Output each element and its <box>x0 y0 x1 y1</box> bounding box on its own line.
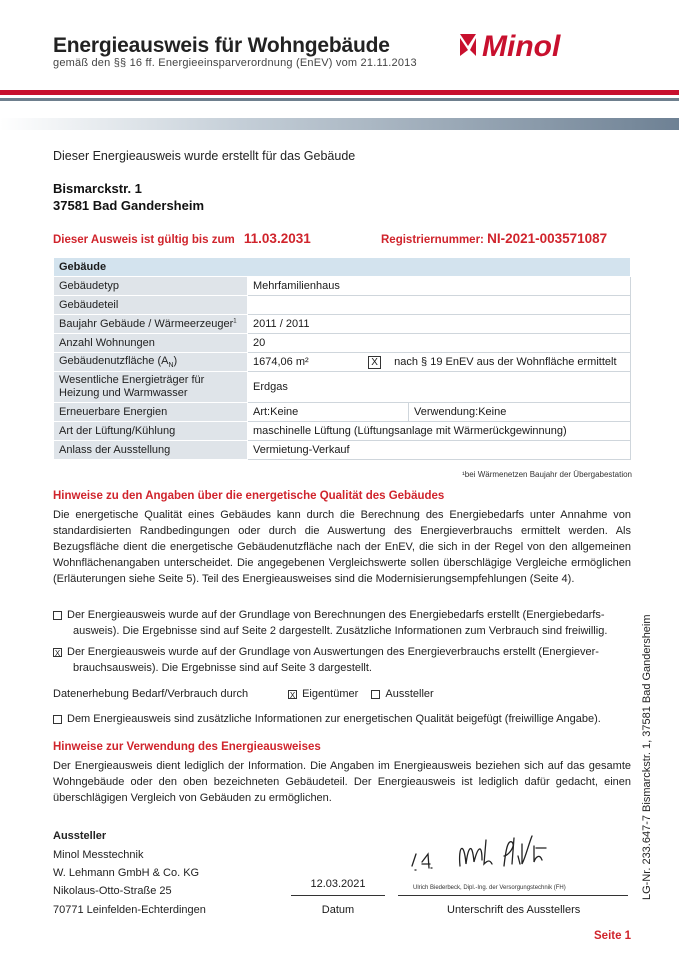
option-consumption <box>53 644 631 676</box>
owner-checkbox[interactable]: X <box>289 690 296 700</box>
area-note: nach § 19 EnEV aus der Wohnfläche ermittelt <box>394 355 617 368</box>
table-row-ventilation <box>54 422 631 441</box>
building-table <box>53 257 631 460</box>
additional-info-checkbox[interactable] <box>53 715 62 724</box>
registration-label: Registriernummer: <box>381 234 484 246</box>
row-value: 20 <box>248 334 631 353</box>
footnote-mark: 1 <box>233 318 237 325</box>
renewable-art-value: Keine <box>270 406 299 418</box>
renewable-use-value: Keine <box>478 406 507 418</box>
issuer-checkbox[interactable] <box>371 690 380 699</box>
table-header-row <box>54 258 631 277</box>
address-city: 37581 Bad Gandersheim <box>53 198 205 213</box>
issuer-line: W. Lehmann GmbH & Co. KG <box>53 867 200 879</box>
occasion-label: Anlass der Ausstellung <box>54 441 248 460</box>
issuer-line: Minol Messtechnik <box>53 849 144 861</box>
renewable-use-cell <box>409 403 631 422</box>
additional-info-line <box>53 711 631 727</box>
option-demand-checkbox[interactable] <box>53 611 62 620</box>
table-row <box>54 334 631 353</box>
energy-carrier-label-1: Wesentliche Energieträger für <box>59 374 205 386</box>
side-reference-text: LG-Nr. 233.647-7 Bismarckstr. 1, 37581 Bad Gandersheim <box>641 614 653 900</box>
section1-text: Die energetische Qualität eines Gebäudes kann durch die Berechnung des Energiebedarfs unter Annahme von standardisierten Randbedingungen oder durch die Auswertung des Energieverbrauchs ermittelt werden. Als Bezugsfläche dient die energetische Gebäudenutzfläche nach der EnEV, die sich in der Regel von den allgemeinen Wohnflächenangaben unterscheidet. Die angegebenen Vergleichswerte sollen überschlägige Vergleiche ermöglichen (Erläuterungen siehe Seite 5). Teil des Energieausweises sind die Modernisierungsempfehlungen (Seite 4). <box>53 509 631 585</box>
row-label <box>54 315 248 334</box>
area-label-end: ) <box>173 354 178 367</box>
ventilation-value: maschinelle Lüftung (Lüftungsanlage mit Wärmerückgewinnung) <box>248 422 631 441</box>
validity-date: 11.03.2031 <box>243 231 311 246</box>
renewable-art-label: Art: <box>253 406 271 418</box>
document-title: Energieausweis für Wohngebäude <box>53 34 390 57</box>
row-value: 2011 / 2011 <box>248 315 631 334</box>
row-label: Gebäudetyp <box>54 277 248 296</box>
header-bar-red <box>0 90 679 95</box>
issuer-line: 70771 Leinfelden-Echterdingen <box>53 904 206 916</box>
area-sub: N <box>168 362 174 370</box>
date-line <box>291 895 385 896</box>
option-demand-text-b: ausweis). Die Ergebnisse sind auf Seite 2 dargestellt. Zusätzliche Informationen zum Verbrauch sind freiwillig. <box>73 625 608 637</box>
area-checkbox: X <box>368 356 381 369</box>
registration-line <box>381 231 607 246</box>
row-value <box>248 296 631 315</box>
option-demand-text-a: Der Energieausweis wurde auf der Grundlage von Berechnungen des Energiebedarfs erstellt (Energiebedarfs- <box>67 609 605 621</box>
data-collection-label: Datenerhebung Bedarf/Verbrauch durch <box>53 688 249 700</box>
validity-label: Dieser Ausweis ist gültig bis zum <box>53 234 235 246</box>
area-value-cell <box>248 353 631 372</box>
data-collection-line <box>53 686 631 702</box>
header-gradient-bar <box>0 118 679 130</box>
option-demand <box>53 607 631 639</box>
area-label-text: Gebäudenutzfläche (A <box>59 354 169 367</box>
date-label: Datum <box>321 904 355 916</box>
area-label <box>54 353 248 372</box>
row-label: Anzahl Wohnungen <box>54 334 248 353</box>
table-row-occasion <box>54 441 631 460</box>
issuer-line: Nikolaus-Otto-Straße 25 <box>53 885 172 897</box>
signature-label: Unterschrift des Ausstellers <box>447 904 581 916</box>
option-consumption-text-b: brauchsausweis). Die Ergebnisse sind auf Seite 3 dargestellt. <box>73 662 372 674</box>
additional-info-text: Dem Energieausweis sind zusätzliche Informationen zur energetischen Qualität beigefügt (freiwillige Angabe). <box>67 713 601 725</box>
table-footnote: ¹bei Wärmenetzen Baujahr der Übergabestation <box>462 470 632 479</box>
energy-carrier-label <box>54 372 248 403</box>
table-row-renewable <box>54 403 631 422</box>
row-label: Gebäudeteil <box>54 296 248 315</box>
registration-number: NI-2021-003571087 <box>487 231 608 246</box>
table-row <box>54 315 631 334</box>
page-number: Seite 1 <box>594 930 632 942</box>
logo-text: Minol <box>482 30 561 60</box>
option-consumption-checkbox[interactable]: X <box>54 648 61 658</box>
owner-label: Eigentümer <box>302 688 359 700</box>
header-bar-grey <box>0 98 679 101</box>
renewable-label: Erneuerbare Energien <box>54 403 248 422</box>
signer-name: Ulrich Biederbeck, Dipl.-Ing. der Versorgungstechnik (FH) <box>413 885 566 891</box>
document-subtitle: gemäß den §§ 16 ff. Energieeinsparverordnung (EnEV) vom 21.11.2013 <box>53 57 417 69</box>
energy-carrier-value: Erdgas <box>248 372 631 403</box>
row-value: Mehrfamilienhaus <box>248 277 631 296</box>
issuer-label: Aussteller <box>385 688 434 700</box>
row-label-text: Baujahr Gebäude / Wärmeerzeuger <box>59 318 234 330</box>
table-row-area <box>54 353 631 372</box>
energy-carrier-label-2: Heizung und Warmwasser <box>59 387 188 399</box>
intro-text: Dieser Energieausweis wurde erstellt für das Gebäude <box>53 149 356 163</box>
signature-line <box>398 895 628 896</box>
issuer-heading: Aussteller <box>53 830 107 842</box>
occasion-value: Vermietung-Verkauf <box>248 441 631 460</box>
address-street: Bismarckstr. 1 <box>53 181 142 196</box>
renewable-art-cell <box>248 403 409 422</box>
section2-text: Der Energieausweis dient lediglich der Information. Die Angaben im Energieausweis beziehen sich auf das gesamte Wohngebäude oder den oben bezeichneten Gebäudeteil. Der Energieausweis ist lediglich dafür gedacht, einen überschlägigen Vergleich von Gebäuden zu ermöglichen. <box>53 760 631 804</box>
issue-date: 12.03.2021 <box>310 878 366 890</box>
option-consumption-text-a: Der Energieausweis wurde auf der Grundlage von Auswertungen des Energieverbrauchs erstellt (Energiever- <box>67 646 599 658</box>
signature-image <box>408 826 578 882</box>
table-row <box>54 296 631 315</box>
section2-heading: Hinweise zur Verwendung des Energieausweises <box>53 741 321 753</box>
table-header: Gebäude <box>54 258 631 277</box>
table-row <box>54 277 631 296</box>
validity-line <box>53 231 311 246</box>
table-row-energy <box>54 372 631 403</box>
ventilation-label: Art der Lüftung/Kühlung <box>54 422 248 441</box>
section1-heading: Hinweise zu den Angaben über die energetische Qualität des Gebäudes <box>53 490 445 502</box>
area-value: 1674,06 m² <box>253 355 309 368</box>
renewable-use-label: Verwendung: <box>414 406 479 418</box>
minol-logo <box>458 30 636 60</box>
